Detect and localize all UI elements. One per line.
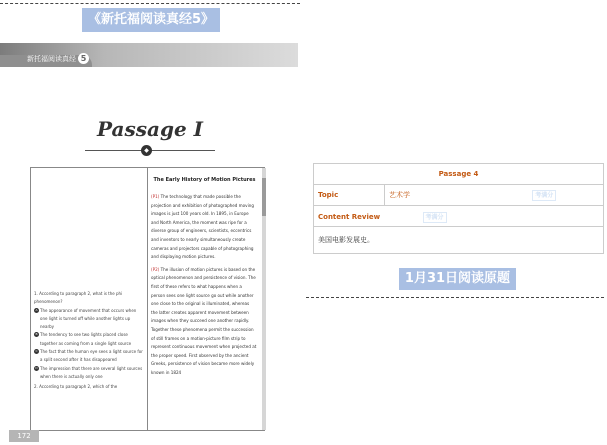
option-d-marker: D (35, 365, 38, 370)
date-banner: 1月31日阅读原题 (399, 268, 516, 290)
question-1-option-a[interactable] (34, 307, 144, 332)
column-divider (147, 168, 148, 430)
option-c-text: The fact that the human eye sees a light source for a split second after it has disappeared (40, 349, 143, 363)
paragraph-1-text: The technology that made possible the projection and exhibition of photographed moving images is just 100 years old. In 1895, in Europe and North America, the moment was ripe for a diverse group of engineers, scientists, eccentrics and inventors to nearly simultaneously create cameras and projectors capable of photographing and displaying motion pictures. (151, 194, 254, 260)
option-a-marker: A (35, 307, 38, 312)
option-b-marker: B (35, 332, 38, 337)
question-1-option-d[interactable] (34, 365, 144, 382)
watermark-logo: 考满分 (532, 190, 556, 201)
table-header: Passage 4 (314, 164, 604, 185)
scrollbar-thumb[interactable] (262, 178, 266, 216)
page-number: 172 (9, 430, 39, 442)
article-body (151, 193, 257, 377)
series-label: 新托福阅读真经 (27, 55, 76, 63)
article-title: The Early History of Motion Pictures (153, 177, 256, 183)
diamond-icon: ◆ (141, 145, 152, 156)
question-1-option-c[interactable] (34, 348, 144, 365)
content-review-label: Content Review 考满分 (314, 206, 604, 227)
article-paragraph-1 (151, 193, 257, 262)
option-c-marker: C (35, 349, 38, 354)
option-d-text: The impression that there are several light sources when there is actually only one (40, 365, 143, 379)
passage-title: Passage I (97, 117, 203, 141)
passage-review-table (313, 163, 604, 254)
question-1-stem: 1. According to paragraph 2, what is the phi phenomenon? (34, 291, 123, 305)
paragraph-2-text: The illusion of motion pictures is based on the optical phenomenon and persistence of vision. The first of these refers to what happens when a person sees one light source go out while another one close to the original is illuminated, whereas the latter creates apparent movement between images when they succeed one another rapidly. Together these phenomena permit the succession of still frames on a motion-picture film strip to represent continuous movement when projected at the proper speed. First observed by the ancient Greeks, persistence of vision became more widely known in 1824 (151, 266, 257, 375)
question-2-stem: 2. According to paragraph 2, which of the (34, 384, 118, 390)
bottom-dashed-rule (306, 297, 604, 298)
topic-label: Topic (314, 185, 385, 206)
paragraph-1-marker: (P1) (151, 194, 160, 199)
option-b-text: The tendency to see two lights placed close together as coming from a single light source (40, 332, 132, 346)
option-a-text: The appearance of movement that occurs when one light is turned off while another lights up nearby (40, 307, 137, 330)
series-number-badge: 5 (78, 53, 89, 64)
questions-column (34, 288, 144, 392)
book-title-banner: 《新托福阅读真经5》 (82, 8, 220, 32)
watermark-logo: 考满分 (423, 212, 447, 223)
question-1-option-b[interactable] (34, 331, 144, 348)
content-review-value: 美国电影发展史。 (314, 227, 604, 254)
topic-value: 艺术学 考满分 (385, 185, 604, 206)
paragraph-2-marker: (P2) (151, 266, 160, 272)
article-paragraph-2 (151, 266, 257, 378)
top-dashed-rule (0, 3, 300, 4)
